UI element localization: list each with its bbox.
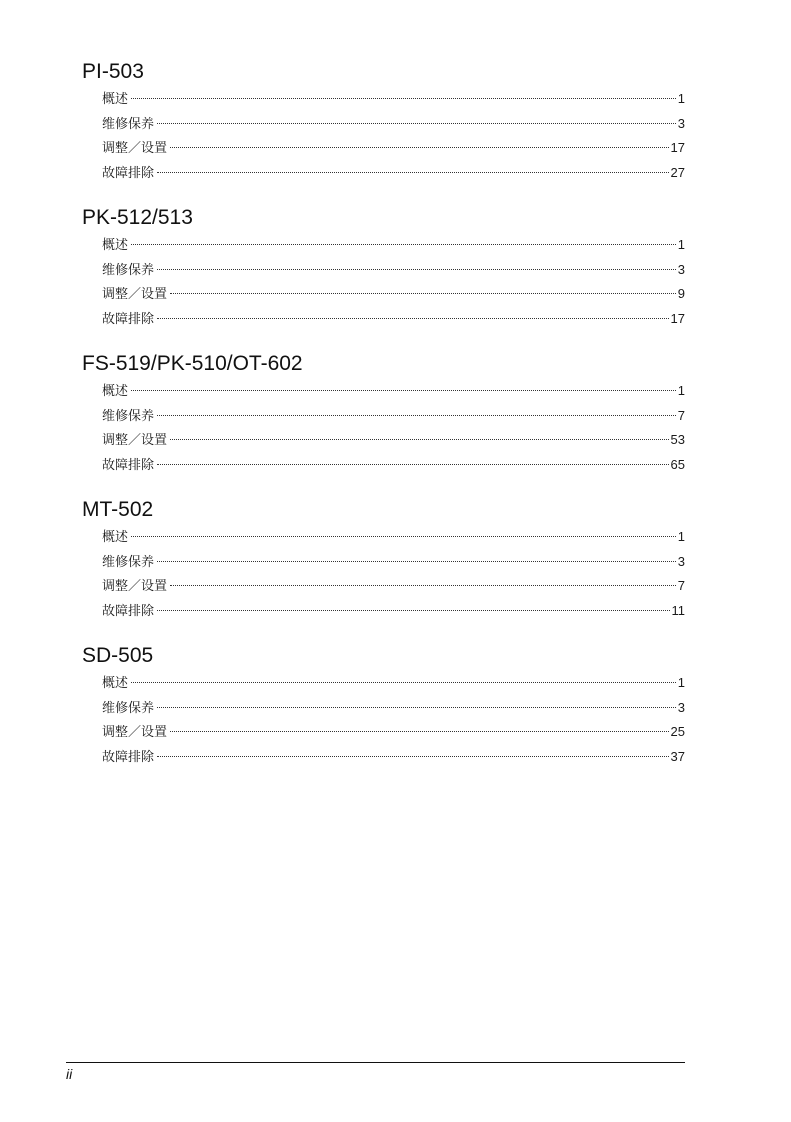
dot-leader <box>157 318 669 319</box>
toc-entry-label: 维修保养 <box>102 554 155 570</box>
dot-leader <box>157 756 669 757</box>
toc-entry-page-number: 17 <box>670 140 685 155</box>
toc-entry[interactable] <box>82 574 685 599</box>
toc-entry-label: 概述 <box>102 238 129 253</box>
dot-leader <box>131 390 676 391</box>
toc-section-title: SD-505 <box>82 644 154 667</box>
dot-leader <box>157 123 676 124</box>
table-of-contents <box>82 58 685 788</box>
toc-entry-label: 调整／设置 <box>102 287 168 302</box>
toc-entry-page-number: 3 <box>677 261 685 277</box>
toc-section-title: PI-503 <box>82 60 144 83</box>
toc-entry-page-number: 17 <box>670 310 685 326</box>
toc-entry-label: 维修保养 <box>102 408 155 424</box>
toc-entry-page-number: 7 <box>677 578 685 593</box>
toc-section <box>82 642 685 769</box>
toc-entry[interactable] <box>82 696 685 721</box>
toc-entry-page-number: 1 <box>677 91 685 106</box>
toc-entry-page-number: 3 <box>677 699 685 715</box>
toc-entry[interactable] <box>82 258 685 283</box>
dot-leader <box>157 561 676 562</box>
footer-page-number: ii <box>66 1066 73 1082</box>
toc-entry-label: 维修保养 <box>102 116 155 132</box>
toc-entry[interactable] <box>82 307 685 332</box>
toc-entry-label: 调整／设置 <box>102 579 168 594</box>
toc-section-title: MT-502 <box>82 498 154 521</box>
dot-leader <box>131 244 676 245</box>
toc-entry[interactable] <box>82 525 685 550</box>
dot-leader <box>170 293 676 294</box>
toc-entry-page-number: 25 <box>670 724 685 739</box>
toc-entry-page-number: 3 <box>677 553 685 569</box>
toc-entry-label: 概述 <box>102 676 129 691</box>
toc-entry-label: 维修保养 <box>102 700 155 716</box>
dot-leader <box>170 731 669 732</box>
toc-entry[interactable] <box>82 599 685 624</box>
toc-entry[interactable] <box>82 745 685 770</box>
dot-leader <box>157 415 676 416</box>
toc-entry-label: 故障排除 <box>102 457 155 473</box>
toc-section <box>82 204 685 331</box>
toc-entry[interactable] <box>82 550 685 575</box>
toc-entry[interactable] <box>82 428 685 453</box>
dot-leader <box>157 610 669 611</box>
toc-entry-page-number: 65 <box>670 456 685 472</box>
toc-entry-label: 调整／设置 <box>102 725 168 740</box>
toc-entry[interactable] <box>82 282 685 307</box>
toc-entry-label: 故障排除 <box>102 749 155 765</box>
toc-entry-label: 故障排除 <box>102 165 155 181</box>
dot-leader <box>131 536 676 537</box>
toc-section <box>82 496 685 623</box>
toc-entry-page-number: 7 <box>677 407 685 423</box>
toc-entry-page-number: 11 <box>671 602 685 618</box>
toc-entry-label: 故障排除 <box>102 311 155 327</box>
toc-entry-page-number: 37 <box>670 748 685 764</box>
toc-entry-label: 概述 <box>102 92 129 107</box>
dot-leader <box>131 98 676 99</box>
toc-entry-page-number: 9 <box>677 286 685 301</box>
dot-leader <box>157 172 669 173</box>
toc-entry-page-number: 1 <box>677 237 685 252</box>
dot-leader <box>170 147 669 148</box>
toc-entry[interactable] <box>82 453 685 478</box>
toc-entry-page-number: 1 <box>677 529 685 544</box>
toc-entry[interactable] <box>82 404 685 429</box>
toc-entry-label: 维修保养 <box>102 262 155 278</box>
dot-leader <box>131 682 676 683</box>
toc-entry-label: 调整／设置 <box>102 433 168 448</box>
toc-section-title: FS-519/PK-510/OT-602 <box>82 352 303 375</box>
toc-entry-page-number: 3 <box>677 115 685 131</box>
dot-leader <box>157 707 676 708</box>
dot-leader <box>170 585 676 586</box>
toc-section-title: PK-512/513 <box>82 206 193 229</box>
toc-entry[interactable] <box>82 112 685 137</box>
toc-entry[interactable] <box>82 161 685 186</box>
toc-entry[interactable] <box>82 233 685 258</box>
toc-section <box>82 350 685 477</box>
toc-entry[interactable] <box>82 379 685 404</box>
toc-entry-label: 故障排除 <box>102 603 155 619</box>
toc-entry-label: 概述 <box>102 384 129 399</box>
toc-section <box>82 58 685 185</box>
toc-entry[interactable] <box>82 87 685 112</box>
toc-entry-label: 调整／设置 <box>102 141 168 156</box>
footer-rule <box>66 1062 685 1063</box>
toc-entry-page-number: 27 <box>670 164 685 180</box>
toc-entry[interactable] <box>82 136 685 161</box>
toc-entry[interactable] <box>82 720 685 745</box>
dot-leader <box>157 269 676 270</box>
toc-entry[interactable] <box>82 671 685 696</box>
dot-leader <box>157 464 669 465</box>
toc-entry-page-number: 1 <box>677 675 685 690</box>
dot-leader <box>170 439 669 440</box>
toc-entry-page-number: 1 <box>677 383 685 398</box>
toc-entry-page-number: 53 <box>670 432 685 447</box>
toc-entry-label: 概述 <box>102 530 129 545</box>
